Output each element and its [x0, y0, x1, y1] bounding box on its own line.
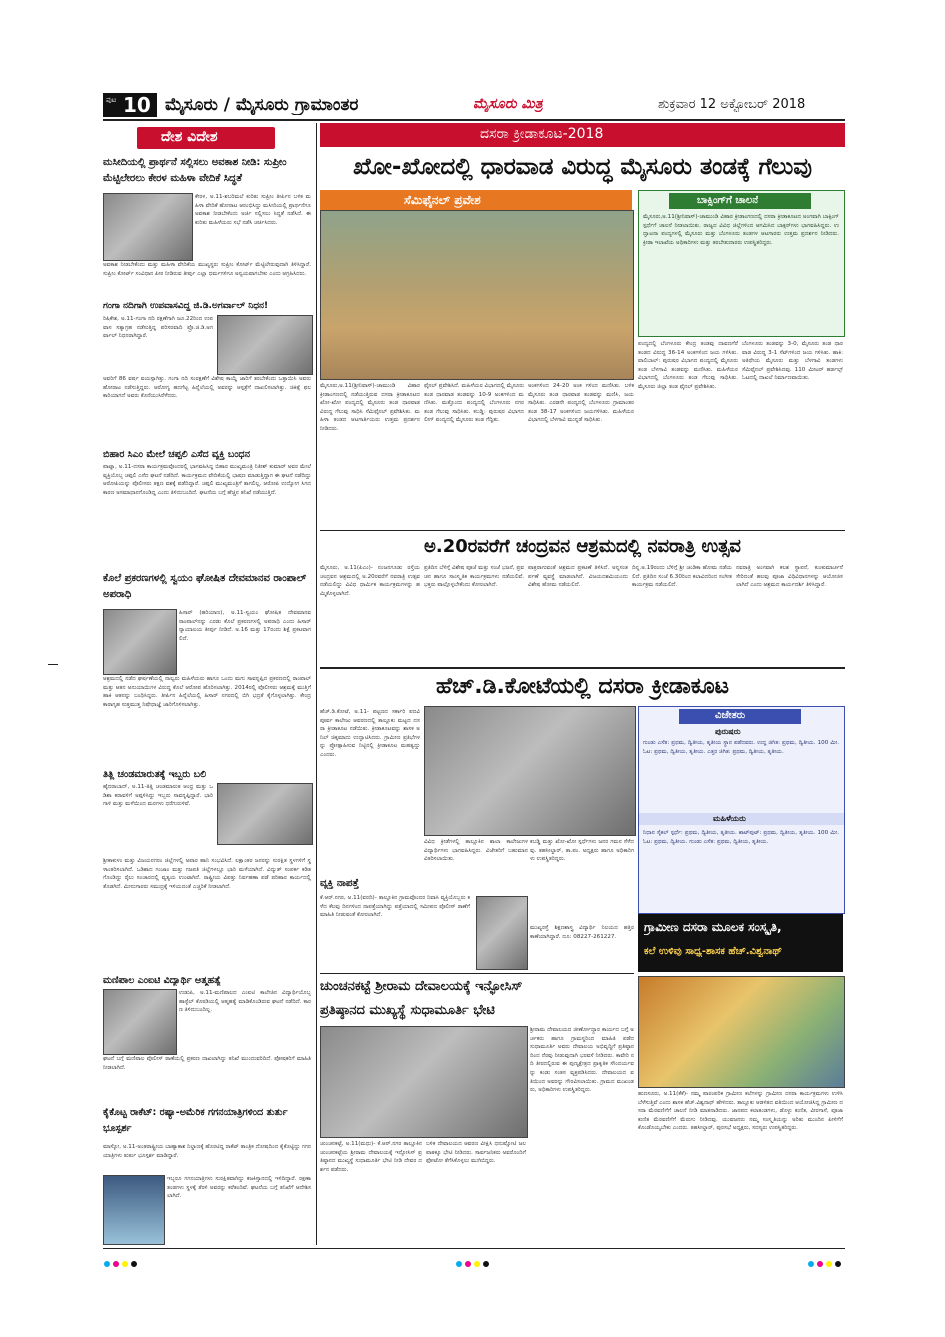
story-headline: ಗಂಗಾ ನದಿಗಾಗಿ ಉಪವಾಸವಿದ್ದ ಜಿ.ಡಿ.ಅಗರ್ವಾಲ್ ನಿಧನ! [103, 301, 269, 311]
story-body: ರಿಷಿಕೇಶ, ಅ.11-ಗಂಗಾ ನದಿ ರಕ್ಷಣೆಗಾಗಿ ಜೂ.22ರಿಂದ ಉಪವಾಸ ಸತ್ಯಾಗ್ರಹ ನಡೆಸುತ್ತಿದ್ದ ಪರಿಸರವಾದಿ ಪ್ರೊ.ಜಿ.ಡಿ.ಅಗರ್ವಾಲ್ ನಿಧನರಾಗಿದ್ದಾರೆ. [103, 316, 213, 340]
story-body: ಶ್ರೀಕಾಕುಳಂ ಮತ್ತು ವಿಜಯನಗರಂ ಜಿಲ್ಲೆಗಳಲ್ಲಿ ಅಪಾರ ಹಾನಿ ಸಂಭವಿಸಿದೆ. ಲಕ್ಷಾಂತರ ಜನರನ್ನು ಸುರಕ್ಷಿತ ಸ್ಥಳಗಳಿಗೆ ಸ್ಥಳಾಂತರಿಸಲಾಗಿದೆ. ಒಡಿಶಾದ ಗಂಜಾಂ ಮತ್ತು ಗಜಪತಿ ಜಿಲ್ಲೆಗಳಲ್ಲೂ ಭಾರಿ ಮಳೆಯಾಗಿದೆ. ವಿದ್ಯುತ್ ಸಂಪರ್ಕ ಕಡಿತಗೊಂಡಿದ್ದು ರೈಲು ಸಂಚಾರದಲ್ಲಿ ವ್ಯತ್ಯಯ ಉಂಟಾಗಿದೆ. ರಾಷ್ಟ್ರೀಯ ವಿಪತ್ತು ನಿರ್ವಹಣಾ ಪಡೆ ಪರಿಹಾರ ಕಾರ್ಯದಲ್ಲಿ ತೊಡಗಿದೆ. ಮೀನುಗಾರರು ಸಮುದ್ರಕ್ಕೆ ಇಳಿಯದಂತೆ ಎಚ್ಚರಿಕೆ ನೀಡಲಾಗಿದೆ. [103, 858, 311, 890]
lead-strap [320, 123, 845, 147]
story-headline: ತಿತ್ಲಿ ಚಂಡಮಾರುತಕ್ಕೆ ಇಬ್ಬರು ಬಲಿ [103, 769, 207, 780]
story-body: ಬಳಿಕ ದೇವಾಲಯದ ಆವರಣ ವೀಕ್ಷಿಸಿ ಧನುಷ್ಕೋಟಿ ಜಲಪಾತಕ್ಕೂ ಭೇಟಿ ನೀಡಿದರು. ಸಾರ್ವಜನಿಕರು ಅವರೊಂದಿಗೆ ಫೋಟೋ ತೆಗೆಸಿಕೊಳ್ಳಲು ಮುಗಿಬಿದ್ದರು. [426, 1141, 526, 1165]
story-body: ಕಬಡ್ಡಿ ಮತ್ತು ಖೋ-ಖೋ ಸ್ಪರ್ಧೆಗಳು ಜನರ ಗಮನ ಸೆಳೆದವು. ತಹಸೀಲ್ದಾರ್, ತಾ.ಪಂ. ಅಧ್ಯಕ್ಷರು ಹಾಗೂ ಅಧಿಕಾರಿಗಳು ಉಪಸ್ಥಿತರಿದ್ದರು. [530, 839, 634, 863]
registration-marks-right [808, 1252, 844, 1271]
rural-headline-1: ಗ್ರಾಮೀಣ ದಸರಾ ಮೂಲಕ ಸಂಸ್ಕೃತಿ, [644, 920, 782, 934]
paper-name: ಮೈಸೂರು ಮಿತ್ರ [473, 96, 543, 112]
story-body: ಪಂದ್ಯದಲ್ಲಿ ಬೆಂಗಳೂರು ಕೇಂದ್ರ ತಂಡವು ದಾವಣಗೆರೆ ತಂಡದ ವಿರುದ್ಧ 36-14 ಅಂಕಗಳಿಂದ ಜಯ ಗಳಿಸಿತು. ವಾಲಿಬಾಲ್: ಪುರುಷರ ವಿಭಾಗದ ಪಂದ್ಯದಲ್ಲಿ ಮೈಸೂರು ತಂಡ ಬೆಳಗಾವಿ ತಂಡವನ್ನು ಮಣಿಸಿತು. ಮಹಿಳೆಯರ ವಿಭಾಗದಲ್ಲಿ ಬೆಂಗಳೂರು ತಂಡ ಗೆಲುವು ಸಾಧಿಸಿತು. ಮೈಸೂರು ಜಿಲ್ಲಾ ತಂಡ ಫೈನಲ್ ಪ್ರವೇಶಿಸಿತು. [638, 341, 738, 390]
story-body: ಬೆಂಗಳೂರು ತಂಡವನ್ನು 3-0, ಮೈಸೂರು ತಂಡ ಧಾರವಾಡ ವಿರುದ್ಧ 3-1 ಸೆಟ್‌ಗಳಿಂದ ಜಯ ಗಳಿಸಿತು. ಹಾಕಿ: ಅತಿಥೇಯ ಮೈಸೂರು ಮತ್ತು ಬೆಳಗಾವಿ ತಂಡಗಳು ಸೆಮಿಫೈನಲ್ ಪ್ರವೇಶಿಸಿದವು. 110 ಮೀಟರ್ ಹರ್ಡಲ್ಸ್ ಓಟದಲ್ಲಿ ದಾಖಲೆ ನಿರ್ಮಾಣವಾಯಿತು. [742, 341, 843, 382]
registration-marks-left [104, 1252, 140, 1271]
strap-text: ದಸರಾ ಕ್ರೀಡಾಕೂಟ-2018 [480, 126, 604, 142]
story-body: ಹಿಸಾರ್ (ಹರಿಯಾಣ), ಅ.11-ಸ್ವಯಂ ಘೋಷಿತ ದೇವಮಾನವ ರಾಂಪಾಲ್‌ನನ್ನು ಎರಡು ಕೊಲೆ ಪ್ರಕರಣಗಳಲ್ಲಿ ಅಪರಾಧಿ ಎಂದು ಹಿಸಾರ್ ನ್ಯಾಯಾಲಯ ತೀರ್ಪು ನೀಡಿದೆ. ಅ.16 ಮತ್ತು 17ರಂದು ಶಿಕ್ಷೆ ಪ್ರಕಟವಾಗಲಿದೆ. [179, 610, 311, 642]
section-divider [320, 667, 845, 669]
hdkote-photo [424, 706, 636, 836]
story-body: ವಿವಿಧ ಕ್ರೀಡೆಗಳಲ್ಲಿ ತಾಲ್ಲೂಕಿನ ಶಾಲಾ ಕಾಲೇಜುಗಳ ವಿದ್ಯಾರ್ಥಿಗಳು ಭಾಗವಹಿಸಿದ್ದರು. ವಿಜೇತರಿಗೆ ಬಹುಮಾನ ವಿತರಿಸಲಾಯಿತು. [424, 839, 528, 863]
masthead-rule [103, 119, 845, 121]
story-body: ಹೆಚ್.ಡಿ.ಕೋಟೆ, ಅ.11- ಪಟ್ಟಣದ ಸರ್ಕಾರಿ ಪದವಿ ಪೂರ್ವ ಕಾಲೇಜು ಆವರಣದಲ್ಲಿ ತಾಲ್ಲೂಕು ಮಟ್ಟದ ದಸರಾ ಕ್ರೀಡಾಕೂಟ ನಡೆಯಿತು. ಕ್ರೀಡಾಕೂಟವನ್ನು ಶಾಸಕ ಅನಿಲ್ ಚಿಕ್ಕಮಾದು ಉದ್ಘಾಟಿಸಿದರು. ಗ್ರಾಮೀಣ ಪ್ರತಿಭೆಗಳನ್ನು ಪ್ರೋತ್ಸಾಹಿಸುವ ನಿಟ್ಟಿನಲ್ಲಿ ಕ್ರೀಡಾಕೂಟ ಮಹತ್ವದ್ದು ಎಂದರು. [320, 709, 420, 758]
page-header [103, 93, 845, 119]
section-name: ಮೈಸೂರು / ಮೈಸೂರು ಗ್ರಾಮಾಂತರ [165, 95, 359, 115]
boxing-box [638, 190, 845, 337]
story-body: ಮೈಸೂರು,ಅ.11(ಶ್ರೀನಿವಾಸ್)-ಚಾಮುಂಡಿ ವಿಹಾರ ಕ್ರೀಡಾಂಗಣದಲ್ಲಿ ನಡೆಯುತ್ತಿರುವ ದಸರಾ ಕ್ರೀಡಾಕೂಟದ ಖೋ-ಖೋ ಪಂದ್ಯದಲ್ಲಿ ಮೈಸೂರು ತಂಡ ಧಾರವಾಡ ವಿರುದ್ಧ ಗೆಲುವು ಸಾಧಿಸಿ ಸೆಮಿಫೈನಲ್ ಪ್ರವೇಶಿಸಿತು. ಮಹಿಳಾ ತಂಡದ ಆಟಗಾರ್ತಿಯರು ಉತ್ತಮ ಪ್ರದರ್ಶನ ನೀಡಿದರು. [320, 383, 420, 432]
story-body: ಚುಂಚನಕಟ್ಟೆ, ಅ.11(ಮಧು)- ಕೆ.ಆರ್.ನಗರ ತಾಲ್ಲೂಕಿನ ಚುಂಚನಕಟ್ಟೆಯ ಶ್ರೀರಾಮ ದೇವಾಲಯಕ್ಕೆ ಇನ್ಫೋಸಿಸ್ ಪ್ರತಿಷ್ಠಾನದ ಮುಖ್ಯಸ್ಥೆ ಸುಧಾಮೂರ್ತಿ ಭೇಟಿ ನೀಡಿ ದೇವರ ದರ್ಶನ ಪಡೆದರು. [320, 1141, 422, 1173]
story-body: ಇಬ್ಬರೂ ಗಗನಯಾತ್ರಿಗಳು ಸುರಕ್ಷಿತವಾಗಿದ್ದು ಕಜಕಿಸ್ತಾನದಲ್ಲಿ ಇಳಿದಿದ್ದಾರೆ. ರಕ್ಷಣಾ ತಂಡಗಳು ಸ್ಥಳಕ್ಕೆ ತೆರಳಿ ಅವರನ್ನು ಕರೆತಂದಿವೆ. ಘಟನೆಯ ಬಗ್ಗೆ ತನಿಖೆಗೆ ಆದೇಶಿಸಲಾಗಿದೆ. [167, 1176, 311, 1200]
story-body: ಪಾಟ್ನಾ, ಅ.11-ದಸರಾ ಕಾರ್ಯಕ್ರಮವೊಂದರಲ್ಲಿ ಭಾಗವಹಿಸಿದ್ದ ಬಿಹಾರ ಮುಖ್ಯಮಂತ್ರಿ ನಿತೀಶ್ ಕುಮಾರ್ ಅವರ ಮೇಲೆ ವ್ಯಕ್ತಿಯೊಬ್ಬ ಚಪ್ಪಲಿ ಎಸೆದ ಘಟನೆ ನಡೆದಿದೆ. ಕಾರ್ಯಕ್ರಮದ ವೇದಿಕೆಯಲ್ಲಿ ಭಾಷಣ ಮಾಡುತ್ತಿದ್ದಾಗ ಈ ಘಟನೆ ನಡೆದಿದ್ದು ಆರೋಪಿಯನ್ನು ಪೊಲೀಸರು ತಕ್ಷಣ ವಶಕ್ಕೆ ಪಡೆದಿದ್ದಾರೆ. ಚಪ್ಪಲಿ ಮುಖ್ಯಮಂತ್ರಿಗೆ ತಾಗಲಿಲ್ಲ. ಆರೋಪಿ ಉದ್ಯೋಗ ಸಿಗದ ಕಾರಣ ಅಸಮಾಧಾನಗೊಂಡಿದ್ದ ಎಂದು ತಿಳಿದುಬಂದಿದೆ. ಘಟನೆಯ ಬಗ್ಗೆ ಹೆಚ್ಚಿನ ತನಿಖೆ ನಡೆಯುತ್ತಿದೆ. [103, 464, 311, 496]
story-headline: ಮಣಿಪಾಲ ಎಂಐಟಿ ವಿದ್ಯಾರ್ಥಿ ಆತ್ಮಹತ್ಯೆ [103, 975, 221, 986]
page-bottom-rule [103, 1248, 845, 1249]
page-number-badge [103, 93, 157, 117]
winners-men-list: ಗುಂಡು ಎಸೆತ: ಪ್ರಥಮ, ದ್ವಿತೀಯ, ತೃತೀಯ ಸ್ಥಾನ ಪಡೆದವರು. ಉದ್ದ ಜಿಗಿತ: ಪ್ರಥಮ, ದ್ವಿತೀಯ. 100 ಮೀ. ಓಟ: ಪ್ರಥಮ, ದ್ವಿತೀಯ, ತೃತೀಯ. ಎತ್ತರ ಜಿಗಿತ: ಪ್ರಥಮ, ದ್ವಿತೀಯ, ತೃತೀಯ. [643, 740, 839, 755]
story-body: ಪಾತ್ರರಾಗುವಂತೆ ಆಶ್ರಮದ ಪ್ರಕಟಣೆ ತಿಳಿಸಿದೆ. ಅನ್ನಸಂತರ್ಪಣೆ ವ್ಯವಸ್ಥೆ ಮಾಡಲಾಗಿದೆ. ವಿಜಯದಶಮಿಯಂದು ವಿಶೇಷ ಹೋಮ ನಡೆಯಲಿದೆ. [528, 565, 628, 589]
crop-mark [48, 664, 58, 665]
story-photo [103, 609, 177, 675]
infosys-headline-1: ಚುಂಚನಕಟ್ಟೆ ಶ್ರೀರಾಮ ದೇವಾಲಯಕ್ಕೆ ಇನ್ಫೋಸಿಸ್ [320, 979, 523, 994]
hdkote-headline: ಹೆಚ್.ಡಿ.ಕೋಟೆಯಲ್ಲಿ ದಸರಾ ಕ್ರೀಡಾಕೂಟ [435, 674, 730, 699]
rural-headline-2: ಕಲೆ ಉಳಿವು ಸಾಧ್ಯ-ಶಾಸಕ ಹೆಚ್.ವಿಶ್ವನಾಥ್ [644, 946, 783, 957]
story-body: ಉಡುಪಿ, ಅ.11-ಮಣಿಪಾಲದ ಎಂಐಟಿ ಕಾಲೇಜಿನ ವಿದ್ಯಾರ್ಥಿಯೊಬ್ಬ ಹಾಸ್ಟೆಲ್ ಕೊಠಡಿಯಲ್ಲಿ ಆತ್ಮಹತ್ಯೆ ಮಾಡಿಕೊಂಡಿರುವ ಘಟನೆ ನಡೆದಿದೆ. ಕಾರಣ ತಿಳಿದುಬಂದಿಲ್ಲ. [179, 990, 311, 1014]
lead-photo [320, 210, 634, 380]
boxing-title: ಬಾಕ್ಸಿಂಗ್‌ಗೆ ಚಾಲನೆ [697, 195, 759, 206]
story-photo [103, 989, 177, 1055]
infosys-headline-2: ಪ್ರತಿಷ್ಠಾನದ ಮುಖ್ಯಸ್ಥೆ ಸುಧಾಮೂರ್ತಿ ಭೇಟಿ [320, 1003, 495, 1018]
winners-title: ವಿಜೇತರು [715, 710, 746, 721]
boxing-title-bar [669, 193, 811, 209]
story-headline: ಕೊಲೆ ಪ್ರಕರಣಗಳಲ್ಲಿ ಸ್ವಯಂ ಘೋಷಿತ ದೇವಮಾನವ ರಾಂಪಾಲ್ ಅಪರಾಧಿ [103, 573, 307, 600]
story-body: ಕೇರಳ, ಅ.11-ಶಬರಿಮಲೆ ಕುರಿತು ಸುಪ್ರೀಂ ತೀರ್ಪಿನ ಬಳಿಕ ಮಹಿಳಾ ವೇದಿಕೆ ಹೋರಾಟ ಆರಂಭಿಸಿದ್ದು ಮಸೀದಿಯಲ್ಲಿ ಪ್ರಾರ್ಥನೆಗೂ ಅವಕಾಶ ನೀಡಬೇಕೆಂದು ಅರ್ಜಿ ಸಲ್ಲಿಸಲು ಸಿದ್ಧತೆ ನಡೆಸಿದೆ. ಈ ಕುರಿತು ಮಹಿಳೆಯರು ಸಭೆ ನಡೆಸಿ ಚರ್ಚಿಸಿದರು. [195, 194, 311, 226]
registration-marks-center [456, 1252, 492, 1271]
rural-headline-box [638, 914, 843, 972]
photo-label-bar [320, 190, 632, 210]
winners-men-label: ಪುರುಷರು [715, 727, 741, 736]
winners-women-label: ಮಹಿಳೆಯರು [713, 814, 746, 823]
section-divider [320, 973, 634, 974]
boxing-body: ಮೈಸೂರು,ಅ.11(ಶ್ರೀನಿವಾಸ್)-ಚಾಮುಂಡಿ ವಿಹಾರ ಕ್ರೀಡಾಂಗಣದಲ್ಲಿ ದಸರಾ ಕ್ರೀಡಾಕೂಟದ ಅಂಗವಾಗಿ ಬಾಕ್ಸಿಂಗ್ ಸ್ಪರ್ಧೆಗೆ ಚಾಲನೆ ನೀಡಲಾಯಿತು. ರಾಜ್ಯದ ವಿವಿಧ ಜಿಲ್ಲೆಗಳಿಂದ ಆಗಮಿಸಿದ ಬಾಕ್ಸರ್‌ಗಳು ಭಾಗವಹಿಸಿದ್ದರು. ಉದ್ಘಾಟನಾ ಪಂದ್ಯಗಳಲ್ಲಿ ಮೈಸೂರು ಮತ್ತು ಬೆಂಗಳೂರು ತಂಡಗಳ ಆಟಗಾರರು ಉತ್ತಮ ಪ್ರದರ್ಶನ ನೀಡಿದರು. ಕ್ರೀಡಾ ಇಲಾಖೆಯ ಅಧಿಕಾರಿಗಳು ಮತ್ತು ತರಬೇತುದಾರರು ಉಪಸ್ಥಿತರಿದ್ದರು. [643, 214, 839, 246]
profile-title: ವ್ಯಕ್ತಿ ನಾಪತ್ತೆ [320, 878, 359, 889]
story-body: ಹೈದರಾಬಾದ್, ಅ.11-ತಿತ್ಲಿ ಚಂಡಮಾರುತ ಆಂಧ್ರ ಮತ್ತು ಒಡಿಶಾ ಕರಾವಳಿಗೆ ಅಪ್ಪಳಿಸಿದ್ದು ಇಬ್ಬರು ಸಾವನ್ನಪ್ಪಿದ್ದಾರೆ. ಭಾರಿ ಗಾಳಿ ಮತ್ತು ಮಳೆಯಿಂದ ಮರಗಳು ಧರೆಗುರುಳಿವೆ. [103, 784, 213, 808]
rural-photo [638, 976, 845, 1088]
story-headline: ಬಿಹಾರ ಸಿಎಂ ಮೇಲೆ ಚಪ್ಪಲಿ ಎಸೆದ ವ್ಯಕ್ತಿ ಬಂಧನ [103, 449, 250, 460]
story-body: ಘಟನೆ ಬಗ್ಗೆ ಮಣಿಪಾಲ ಪೊಲೀಸ್ ಠಾಣೆಯಲ್ಲಿ ಪ್ರಕರಣ ದಾಖಲಾಗಿದ್ದು ತನಿಖೆ ಮುಂದುವರಿದಿದೆ. ಪೋಷಕರಿಗೆ ಮಾಹಿತಿ ನೀಡಲಾಗಿದೆ. [103, 1056, 311, 1071]
navaratri-headline: ಅ.20ರವರೆಗೆ ಚಂದ್ರವನ ಆಶ್ರಮದಲ್ಲಿ ನವರಾತ್ರಿ ಉತ್ಸವ [424, 536, 741, 557]
winners-title-bar [679, 709, 801, 724]
profile-title-bar [320, 878, 420, 892]
story-body: ಹುಣಸೂರು, ಅ.11(ಕೆಕೆ)- ನಮ್ಮ ಪಾರಂಪರಿಕ ಗ್ರಾಮೀಣ ಕಲೆಗಳನ್ನು ಗ್ರಾಮೀಣ ದಸರಾ ಕಾರ್ಯಕ್ರಮಗಳು ಉಳಿಸಿ ಬೆಳೆಸುತ್ತಿವೆ ಎಂದು ಶಾಸಕ ಹೆಚ್.ವಿಶ್ವನಾಥ್ ಹೇಳಿದರು. ತಾಲ್ಲೂಕು ಆಡಳಿತದ ವತಿಯಿಂದ ಆಯೋಜಿಸಿದ್ದ ಗ್ರಾಮೀಣ ದಸರಾ ಮೆರವಣಿಗೆಗೆ ಚಾಲನೆ ನೀಡಿ ಮಾತನಾಡಿದರು. ಜಾನಪದ ಕಲಾತಂಡಗಳು, ಡೊಳ್ಳು ಕುಣಿತ, ವೀರಗಾಸೆ, ಪೂಜಾ ಕುಣಿತ ಮೆರವಣಿಗೆಗೆ ಮೆರುಗು ನೀಡಿದವು. ಯುವಜನರು ನಮ್ಮ ಸಂಸ್ಕೃತಿಯನ್ನು ಅರಿತು ಮುಂದಿನ ಪೀಳಿಗೆಗೆ ಕೊಂಡೊಯ್ಯಬೇಕು ಎಂದರು. ತಹಸೀಲ್ದಾರ್, ಪುರಸಭೆ ಅಧ್ಯಕ್ಷರು, ಸದಸ್ಯರು ಉಪಸ್ಥಿತರಿದ್ದರು. [638, 1091, 843, 1132]
section-title-box [137, 127, 275, 149]
issue-date: ಶುಕ್ರವಾರ 12 ಅಕ್ಟೋಬರ್ 2018 [658, 97, 806, 112]
section-title: ದೇಶ ವಿದೇಶ [161, 129, 218, 145]
story-body: ಶ್ರೀರಾಮ ದೇವಾಲಯದ ಜೀರ್ಣೋದ್ಧಾರ ಕಾರ್ಯದ ಬಗ್ಗೆ ಅರ್ಚಕರು ಹಾಗೂ ಗ್ರಾಮಸ್ಥರಿಂದ ಮಾಹಿತಿ ಪಡೆದ ಸುಧಾಮೂರ್ತಿ ಅವರು ದೇವಾಲಯ ಅಭಿವೃದ್ಧಿಗೆ ಪ್ರತಿಷ್ಠಾನದಿಂದ ನೆರವು ನೀಡುವುದಾಗಿ ಭರವಸೆ ನೀಡಿದರು. ಕಾವೇರಿ ನದಿ ತೀರದಲ್ಲಿರುವ ಈ ಪುಣ್ಯಕ್ಷೇತ್ರದ ಪ್ರಾಕೃತಿಕ ಸೌಂದರ್ಯವನ್ನು ಕಂಡು ಸಂತಸ ವ್ಯಕ್ತಪಡಿಸಿದರು. ದೇವಾಲಯದ ವತಿಯಿಂದ ಅವರನ್ನು ಗೌರವಿಸಲಾಯಿತು. ಗ್ರಾಮದ ಮುಖಂಡರು, ಅಧಿಕಾರಿಗಳು ಉಪಸ್ಥಿತರಿದ್ದರು. [530, 1027, 634, 1094]
column-divider [316, 123, 317, 1245]
story-body: ಪ್ರತಿದಿನ ಬೆಳಿಗ್ಗೆ ವಿಶೇಷ ಪೂಜೆ ಮತ್ತು ಸಂಜೆ ಭಜನೆ, ಪ್ರವಚನ ಹಾಗೂ ಸಾಂಸ್ಕೃತಿಕ ಕಾರ್ಯಕ್ರಮಗಳು ನಡೆಯಲಿವೆ. ಭಕ್ತರು ಪಾಲ್ಗೊಳ್ಳಬೇಕೆಂದು ಕೋರಲಾಗಿದೆ. [424, 565, 524, 589]
story-photo [217, 315, 313, 375]
story-headline: ಕೈಕೊಟ್ಟ ರಾಕೆಟ್: ರಷ್ಯಾ-ಅಮೆರಿಕ ಗಗನಯಾತ್ರಿಗಳಿಂದ ತುರ್ತು ಭೂಸ್ಪರ್ಶ [103, 1107, 288, 1134]
story-photo [103, 1175, 165, 1245]
profile-photo [476, 896, 528, 970]
story-photo [103, 193, 193, 261]
story-headline: ಮಸೀದಿಯಲ್ಲಿ ಪ್ರಾರ್ಥನೆ ಸಲ್ಲಿಸಲು ಅವಕಾಶ ನೀಡಿ: ಸುಪ್ರೀಂ ಮೆಟ್ಟಿಲೇರಲು ಕೇರಳ ಮಹಿಳಾ ವೇದಿಕೆ ಸಿದ್ಧತೆ [103, 157, 287, 184]
winners-box [638, 706, 845, 914]
story-body: ನವರಾತ್ರಿ ಅಂಗವಾಗಿ ಕಲಶ ಸ್ಥಾಪನೆ, ಕುಂಕುಮಾರ್ಚನೆ ಸೇರಿದಂತೆ ಹಲವು ಪೂಜಾ ವಿಧಿವಿಧಾನಗಳನ್ನು ಆಯೋಜಿಸಲಾಗಿದೆ ಎಂದು ಆಶ್ರಮದ ಕಾರ್ಯದರ್ಶಿ ತಿಳಿಸಿದ್ದಾರೆ. [736, 565, 843, 589]
winners-women-bar [639, 813, 844, 825]
story-photo [217, 783, 313, 845]
story-body: ಅವಕಾಶ ನೀಡಬೇಕೆಂದು ಮತ್ತು ಮಹಿಳಾ ವೇದಿಕೆಯ ಮುಖ್ಯಸ್ಥರು ಸುಪ್ರೀಂ ಕೋರ್ಟ್ ಮೆಟ್ಟಿಲೇರುವುದಾಗಿ ತಿಳಿಸಿದ್ದಾರೆ. ಸುಪ್ರೀಂ ಕೋರ್ಟ್ ಸಂವಿಧಾನ ಪೀಠ ನೀಡಿರುವ ತೀರ್ಪು ಎಲ್ಲಾ ಧರ್ಮಗಳಿಗೂ ಅನ್ವಯವಾಗಬೇಕು ಎಂದು ಆಗ್ರಹಿಸಿದರು. [103, 262, 311, 277]
story-body: ಆಶ್ರಮದಲ್ಲಿ ನಡೆದ ಘರ್ಷಣೆಯಲ್ಲಿ ನಾಲ್ವರು ಮಹಿಳೆಯರು ಹಾಗೂ ಒಂದು ಮಗು ಸಾವನ್ನಪ್ಪಿದ ಪ್ರಕರಣದಲ್ಲಿ ರಾಂಪಾಲ್ ಮತ್ತು ಆತನ ಅನುಯಾಯಿಗಳ ವಿರುದ್ಧ ಕೊಲೆ ಆರೋಪ ಹೊರಿಸಲಾಗಿತ್ತು. 2014ರಲ್ಲಿ ಪೊಲೀಸರು ಆಶ್ರಮಕ್ಕೆ ಮುತ್ತಿಗೆ ಹಾಕಿ ಆತನನ್ನು ಬಂಧಿಸಿದ್ದರು. ತೀರ್ಪಿನ ಹಿನ್ನೆಲೆಯಲ್ಲಿ ಹಿಸಾರ್ ನಗರದಲ್ಲಿ ಬಿಗಿ ಭದ್ರತೆ ಕೈಗೊಳ್ಳಲಾಗಿತ್ತು. ಕೇಂದ್ರ ಕಾರಾಗೃಹ ಸುತ್ತಮುತ್ತ ನಿಷೇಧಾಜ್ಞೆ ಜಾರಿಗೊಳಿಸಲಾಗಿತ್ತು. [103, 676, 311, 708]
infosys-photo [320, 1026, 528, 1138]
section-divider [320, 530, 845, 531]
story-body: ಮೈಸೂರು, ಅ.11(ಪಿಎಂ)- ನಂಜನಗೂಡು ರಸ್ತೆಯ ಚಂದ್ರವನ ಆಶ್ರಮದಲ್ಲಿ ಅ.20ರವರೆಗೆ ನವರಾತ್ರಿ ಉತ್ಸವ ನಡೆಯಲಿದ್ದು ವಿವಿಧ ಧಾರ್ಮಿಕ ಕಾರ್ಯಕ್ರಮಗಳನ್ನು ಹಮ್ಮಿಕೊಳ್ಳಲಾಗಿದೆ. [320, 565, 420, 597]
story-body: ಅಂಕಗಳಿಂದ 24-20 ಅಂಕ ಗಳಿಂದ ಮಣಿಸಿತು. ಬಳಿಕ ಮೈಸೂರು ತಂಡ ಧಾರವಾಡ ತಂಡವನ್ನು ಮಣಿಸಿ, ಜಯ ಸಾಧಿಸಿತು. ಎರಡನೇ ಪಂದ್ಯದಲ್ಲಿ ಬೆಂಗಳೂರು ಗ್ರಾಮಾಂತರ ತಂಡ 38-17 ಅಂಕಗಳಿಂದ ಜಯಗಳಿಸಿತು. ಮಹಿಳೆಯರ ವಿಭಾಗದಲ್ಲಿ ಬೆಳಗಾವಿ ಮುನ್ನಡೆ ಸಾಧಿಸಿತು. [528, 383, 634, 424]
story-body: ಫೈನಲ್ ಪ್ರವೇಶಿಸಿದೆ. ಮಹಿಳೆಯರ ವಿಭಾಗದಲ್ಲಿ ಮೈಸೂರು ತಂಡ ಧಾರವಾಡ ತಂಡವನ್ನು 10-9 ಅಂಕಗಳಿಂದ ಮಣಿಸಿತು. ಮತ್ತೊಂದು ಪಂದ್ಯದಲ್ಲಿ ಬೆಂಗಳೂರು ನಗರ ತಂಡ ಗೆಲುವು ಸಾಧಿಸಿತು. ಕಬಡ್ಡಿ: ಪುರುಷರ ವಿಭಾಗದ ಲೀಗ್ ಪಂದ್ಯದಲ್ಲಿ ಮೈಸೂರು ತಂಡ ಗೆದ್ದಿತು. [424, 383, 524, 424]
page-tag: ಪುಟ [106, 96, 117, 104]
winners-women-list: ನಿಧಾನ ಸೈಕಲ್ ಸ್ಪರ್ಧೆ: ಪ್ರಥಮ, ದ್ವಿತೀಯ, ತೃತೀಯ. ಶಾಟ್‌ಪುಟ್: ಪ್ರಥಮ, ದ್ವಿತೀಯ, ತೃತೀಯ. 100 ಮೀ. ಓಟ: ಪ್ರಥಮ, ದ್ವಿತೀಯ. ಗುಂಡು ಎಸೆತ: ಪ್ರಥಮ, ದ್ವಿತೀಯ, ತೃತೀಯ. [643, 830, 839, 845]
story-body: ಅವರಿಗೆ 86 ವರ್ಷ ವಯಸ್ಸಾಗಿತ್ತು. ಗಂಗಾ ನದಿ ಸಂರಕ್ಷಣೆಗೆ ವಿಶೇಷ ಕಾಯ್ದೆ ಜಾರಿಗೆ ತರಬೇಕೆಂದು ಒತ್ತಾಯಿಸಿ ಅವರು ಹೋರಾಟ ನಡೆಸುತ್ತಿದ್ದರು. ಆರೋಗ್ಯ ಹದಗೆಟ್ಟ ಹಿನ್ನೆಲೆಯಲ್ಲಿ ಅವರನ್ನು ಆಸ್ಪತ್ರೆಗೆ ದಾಖಲಿಸಲಾಗಿತ್ತು. ಚಿಕಿತ್ಸೆ ಫಲಕಾರಿಯಾಗದೆ ಅವರು ಕೊನೆಯುಸಿರೆಳೆದರು. [103, 376, 311, 400]
story-body: ಮುಖ್ಯರಸ್ತೆ ಶಿಕ್ಷಣಶಾಸ್ತ್ರ ವಿದ್ಯಾರ್ಥಿ ನಿಲಯದ ಹತ್ತಿರ ಕಾಣೆಯಾಗಿದ್ದಾರೆ. ದೂ: 08227-261227. [530, 925, 634, 940]
story-body: ಕೆ.ಆರ್.ನಗರ, ಅ.11(ವರದಿ)- ತಾಲ್ಲೂಕಿನ ಗ್ರಾಮವೊಂದರ ನಿವಾಸಿ ವ್ಯಕ್ತಿಯೊಬ್ಬರು ಕಳೆದ ಕೆಲವು ದಿನಗಳಿಂದ ನಾಪತ್ತೆಯಾಗಿದ್ದು ಪತ್ತೆಯಾದಲ್ಲಿ ಸಮೀಪದ ಪೊಲೀಸ್ ಠಾಣೆಗೆ ಮಾಹಿತಿ ನೀಡುವಂತೆ ಕೋರಲಾಗಿದೆ. [320, 895, 470, 919]
photo-label: ಸೆಮಿಫೈನಲ್ ಪ್ರವೇಶ [404, 193, 481, 207]
left-column [103, 123, 313, 1245]
story-body: ಮಾಸ್ಕೋ, ಅ.11-ಅಂತರಾಷ್ಟ್ರೀಯ ಬಾಹ್ಯಾಕಾಶ ನಿಲ್ದಾಣಕ್ಕೆ ಹೊರಟಿದ್ದ ರಾಕೆಟ್ ತಾಂತ್ರಿಕ ದೋಷದಿಂದ ಕೈಕೊಟ್ಟಿದ್ದು ಗಗನಯಾತ್ರಿಗಳು ತುರ್ತು ಭೂಸ್ಪರ್ಶ ಮಾಡಿದ್ದಾರೆ. [103, 1144, 311, 1159]
story-body: ದಿನ್ನ.ಅ.19ರಂದು ಬೆಳಿಗ್ಗೆ ಶ್ರೀ ಚಂಡಿಕಾ ಹೋಮ ನಡೆಯಲಿದೆ. ಪ್ರತಿದಿನ ಸಂಜೆ 6.30ರಿಂದ ಕಲಾವಿದರಿಂದ ಸಂಗೀತ ಕಾರ್ಯಕ್ರಮ ನಡೆಯಲಿದೆ. [632, 565, 732, 589]
lead-headline: ಖೋ-ಖೋದಲ್ಲಿ ಧಾರವಾಡ ವಿರುದ್ಧ ಮೈಸೂರು ತಂಡಕ್ಕೆ ಗೆಲುವು [352, 154, 813, 180]
page-number: 10 [123, 93, 151, 117]
